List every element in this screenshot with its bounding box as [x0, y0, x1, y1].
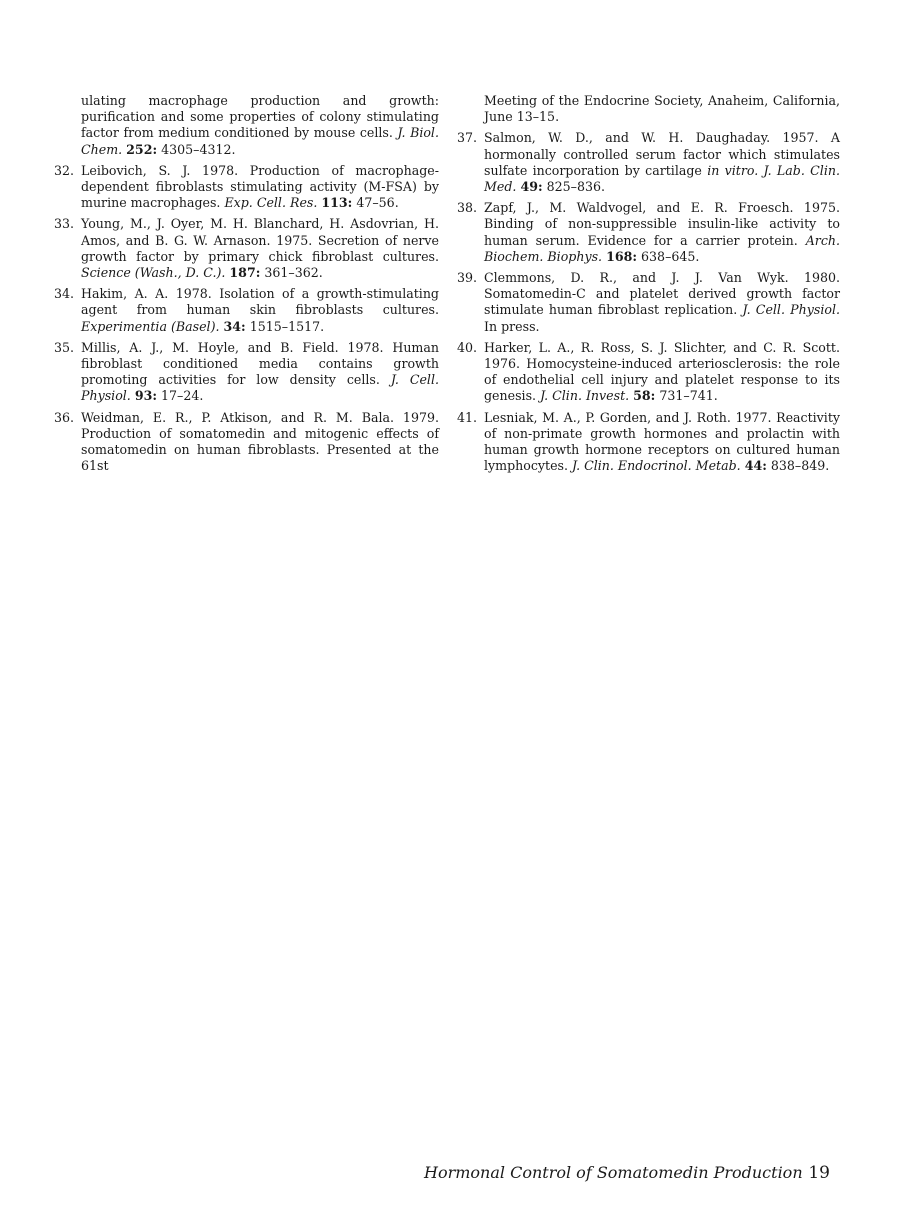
reference-pages: 1515–1517. — [249, 318, 325, 334]
reference-pages: 638–645. — [641, 248, 700, 264]
reference-text: Clemmons, D. R., and J. J. Van Wyk. 1980. Somatomedin-C and platelet derived growth factor stimulate human fibroblast replication. — [484, 270, 840, 318]
reference-text: Lesniak, M. A., P. Gorden, and J. Roth. 1977. Reactivity of non-primate growth hormones and prolactin with human growth hormone receptors on cultured human lymphocytes. — [484, 409, 840, 474]
reference-number: 35. — [53, 339, 74, 355]
reference-number: 32. — [53, 162, 74, 178]
reference-pages: 47–56. — [356, 195, 399, 211]
reference-number: 39. — [456, 270, 477, 286]
reference-volume: 168: — [606, 248, 638, 264]
reference-text: Meeting of the Endocrine Society, Anaheim, California, June 13–15. — [484, 93, 840, 125]
reference-39 — [456, 270, 840, 335]
reference-text: Harker, L. A., R. Ross, S. J. Slichter, and C. R. Scott. 1976. Homocysteine-induced arteriosclerosis: the role of endothelial cell injury and platelet response to its genesis. — [484, 339, 840, 404]
reference-journal: Science (Wash., D. C.). — [81, 265, 226, 281]
reference-37 — [456, 130, 840, 195]
reference-31-continued — [81, 93, 439, 158]
reference-volume: 93: — [134, 388, 158, 404]
reference-text: Young, M., J. Oyer, M. H. Blanchard, H. Asdovrian, H. Amos, and B. G. W. Arnason. 1975. Secretion of nerve growth factor by primary chick fibroblast cultures. — [81, 216, 439, 264]
reference-text: Hakim, A. A. 1978. Isolation of a growth-stimulating agent from human skin fibroblasts cultures. — [81, 286, 439, 318]
reference-volume: 187: — [229, 265, 261, 281]
reference-32 — [53, 162, 439, 212]
reference-pages: 731–741. — [659, 388, 718, 404]
reference-volume: 58: — [633, 388, 656, 404]
reference-number: 41. — [456, 409, 477, 425]
reference-number: 37. — [456, 130, 477, 146]
reference-text: Zapf, J., M. Waldvogel, and E. R. Froesch. 1975. Binding of non-suppressible insulin-like activity to human serum. Evidence for a carrier protein. — [484, 200, 840, 248]
reference-41 — [456, 409, 840, 475]
reference-35 — [53, 339, 439, 405]
reference-journal: J. Clin. Invest. — [540, 388, 630, 404]
reference-journal: J. Biol. Chem. — [81, 125, 439, 157]
reference-pages: In press. — [484, 318, 540, 334]
right-reference-column — [456, 93, 840, 479]
reference-text: Weidman, E. R., P. Atkison, and R. M. Bala. 1979. Production of somatomedin and mitogenic effects of somatomedin on human fibroblasts. Presented at the 61st — [81, 409, 439, 474]
page-number: 19 — [808, 1163, 830, 1183]
reference-text: Leibovich, S. J. 1978. Production of macrophage-dependent fibroblasts stimulating activity (M-FSA) by murine macrophages. — [81, 162, 439, 211]
reference-pages: 838–849. — [770, 458, 830, 474]
reference-volume: 49: — [520, 179, 543, 195]
reference-text: Millis, A. J., M. Hoyle, and B. Field. 1978. Human fibroblast conditioned media contains growth promoting activities for low density cells. — [81, 339, 439, 388]
reference-text: Salmon, W. D., and W. H. Daughaday. 1957. A hormonally controlled serum factor which stimulates sulfate incorporation by cartilage — [484, 130, 840, 178]
reference-number: 38. — [456, 200, 477, 216]
reference-40 — [456, 339, 840, 405]
reference-pages: 4305–4312. — [161, 141, 236, 157]
reference-volume: 113: — [321, 195, 353, 211]
reference-34 — [53, 286, 439, 335]
reference-journal: Exp. Cell. Res. — [224, 195, 318, 211]
reference-pages: 17–24. — [161, 388, 204, 404]
reference-journal: Experimentia (Basel). — [81, 318, 220, 334]
reference-volume: 252: — [126, 141, 158, 157]
reference-pages: 825–836. — [546, 179, 606, 195]
reference-journal: J. Clin. Endocrinol. Metab. — [572, 458, 741, 474]
left-reference-column — [53, 93, 439, 479]
reference-journal: J. Cell. Physiol. — [742, 302, 840, 318]
reference-number: 36. — [53, 409, 74, 425]
reference-33 — [53, 216, 439, 281]
reference-volume: 34: — [223, 318, 246, 334]
reference-36 — [53, 409, 439, 475]
page-footer — [424, 1163, 844, 1182]
reference-journal: Arch. Biochem. Biophys. — [484, 232, 840, 264]
reference-text: ulating macrophage production and growth: purification and some properties of colony stimulating factor from medium conditioned by mouse cells. — [81, 93, 439, 141]
reference-36-continued — [484, 93, 840, 125]
reference-38 — [456, 200, 840, 265]
running-title: Hormonal Control of Somatomedin Production — [424, 1163, 803, 1182]
reference-number: 40. — [456, 339, 477, 355]
reference-journal: J. Cell. Physiol. — [81, 372, 439, 404]
reference-volume: 44: — [744, 458, 767, 474]
reference-number: 34. — [53, 286, 74, 302]
reference-journal: in vitro. J. Lab. Clin. Med. — [484, 162, 840, 195]
reference-pages: 361–362. — [264, 265, 323, 281]
reference-number: 33. — [53, 216, 74, 232]
